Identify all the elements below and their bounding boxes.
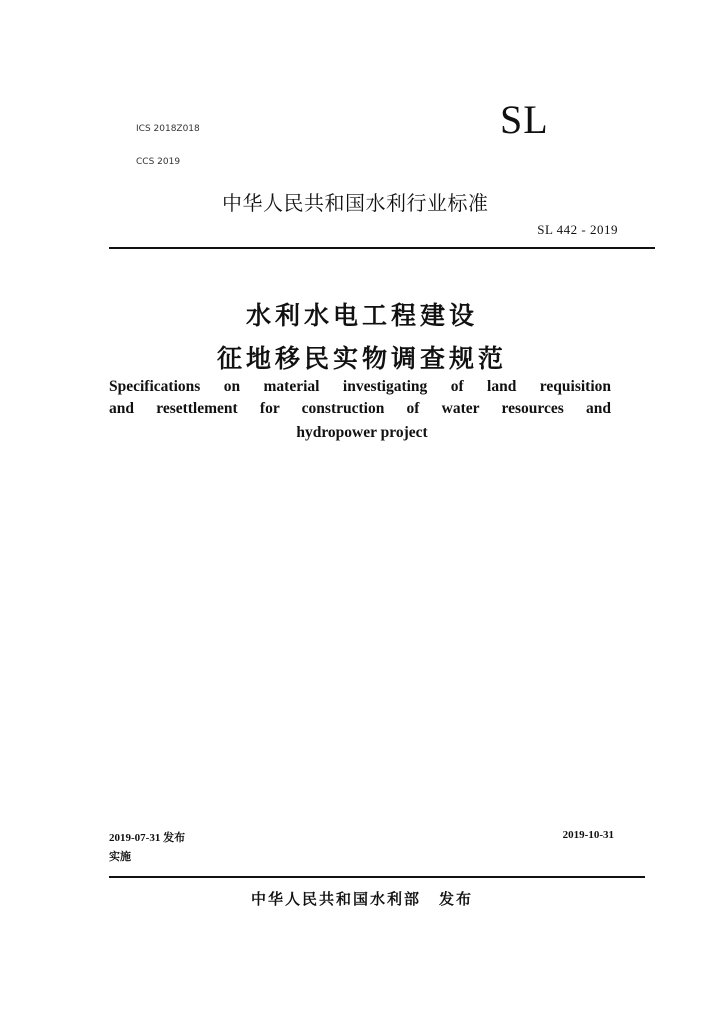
title-en-line1: Specifications on material investigating of land requisition <box>109 378 611 395</box>
title-en-line2: and resettlement for construction of water resources and <box>109 400 611 417</box>
bottom-divider <box>109 876 645 878</box>
publisher <box>0 888 724 909</box>
implement-label: 实施 <box>109 850 131 863</box>
ics-code: ICS 2018Z018 <box>136 124 200 134</box>
title-cn-line1: 水利水电工程建设 <box>245 301 478 330</box>
standard-type: 中华人民共和国水利行业标准 <box>222 191 489 215</box>
standard-code: SL 442 - 2019 <box>537 222 618 237</box>
publisher-org: 中华人民共和国水利部 <box>250 890 421 908</box>
implement-date: 2019-10-31 <box>562 829 614 841</box>
title-cn-line2: 征地移民实物调查规范 <box>216 344 507 373</box>
ccs-code: CCS 2019 <box>136 157 181 167</box>
top-divider <box>109 247 655 249</box>
sl-logo: SL <box>500 97 549 142</box>
issue-date: 2019-07-31 发布 <box>109 832 186 844</box>
title-en-line3: hydropower project <box>296 424 428 441</box>
publisher-action: 发布 <box>439 890 474 908</box>
